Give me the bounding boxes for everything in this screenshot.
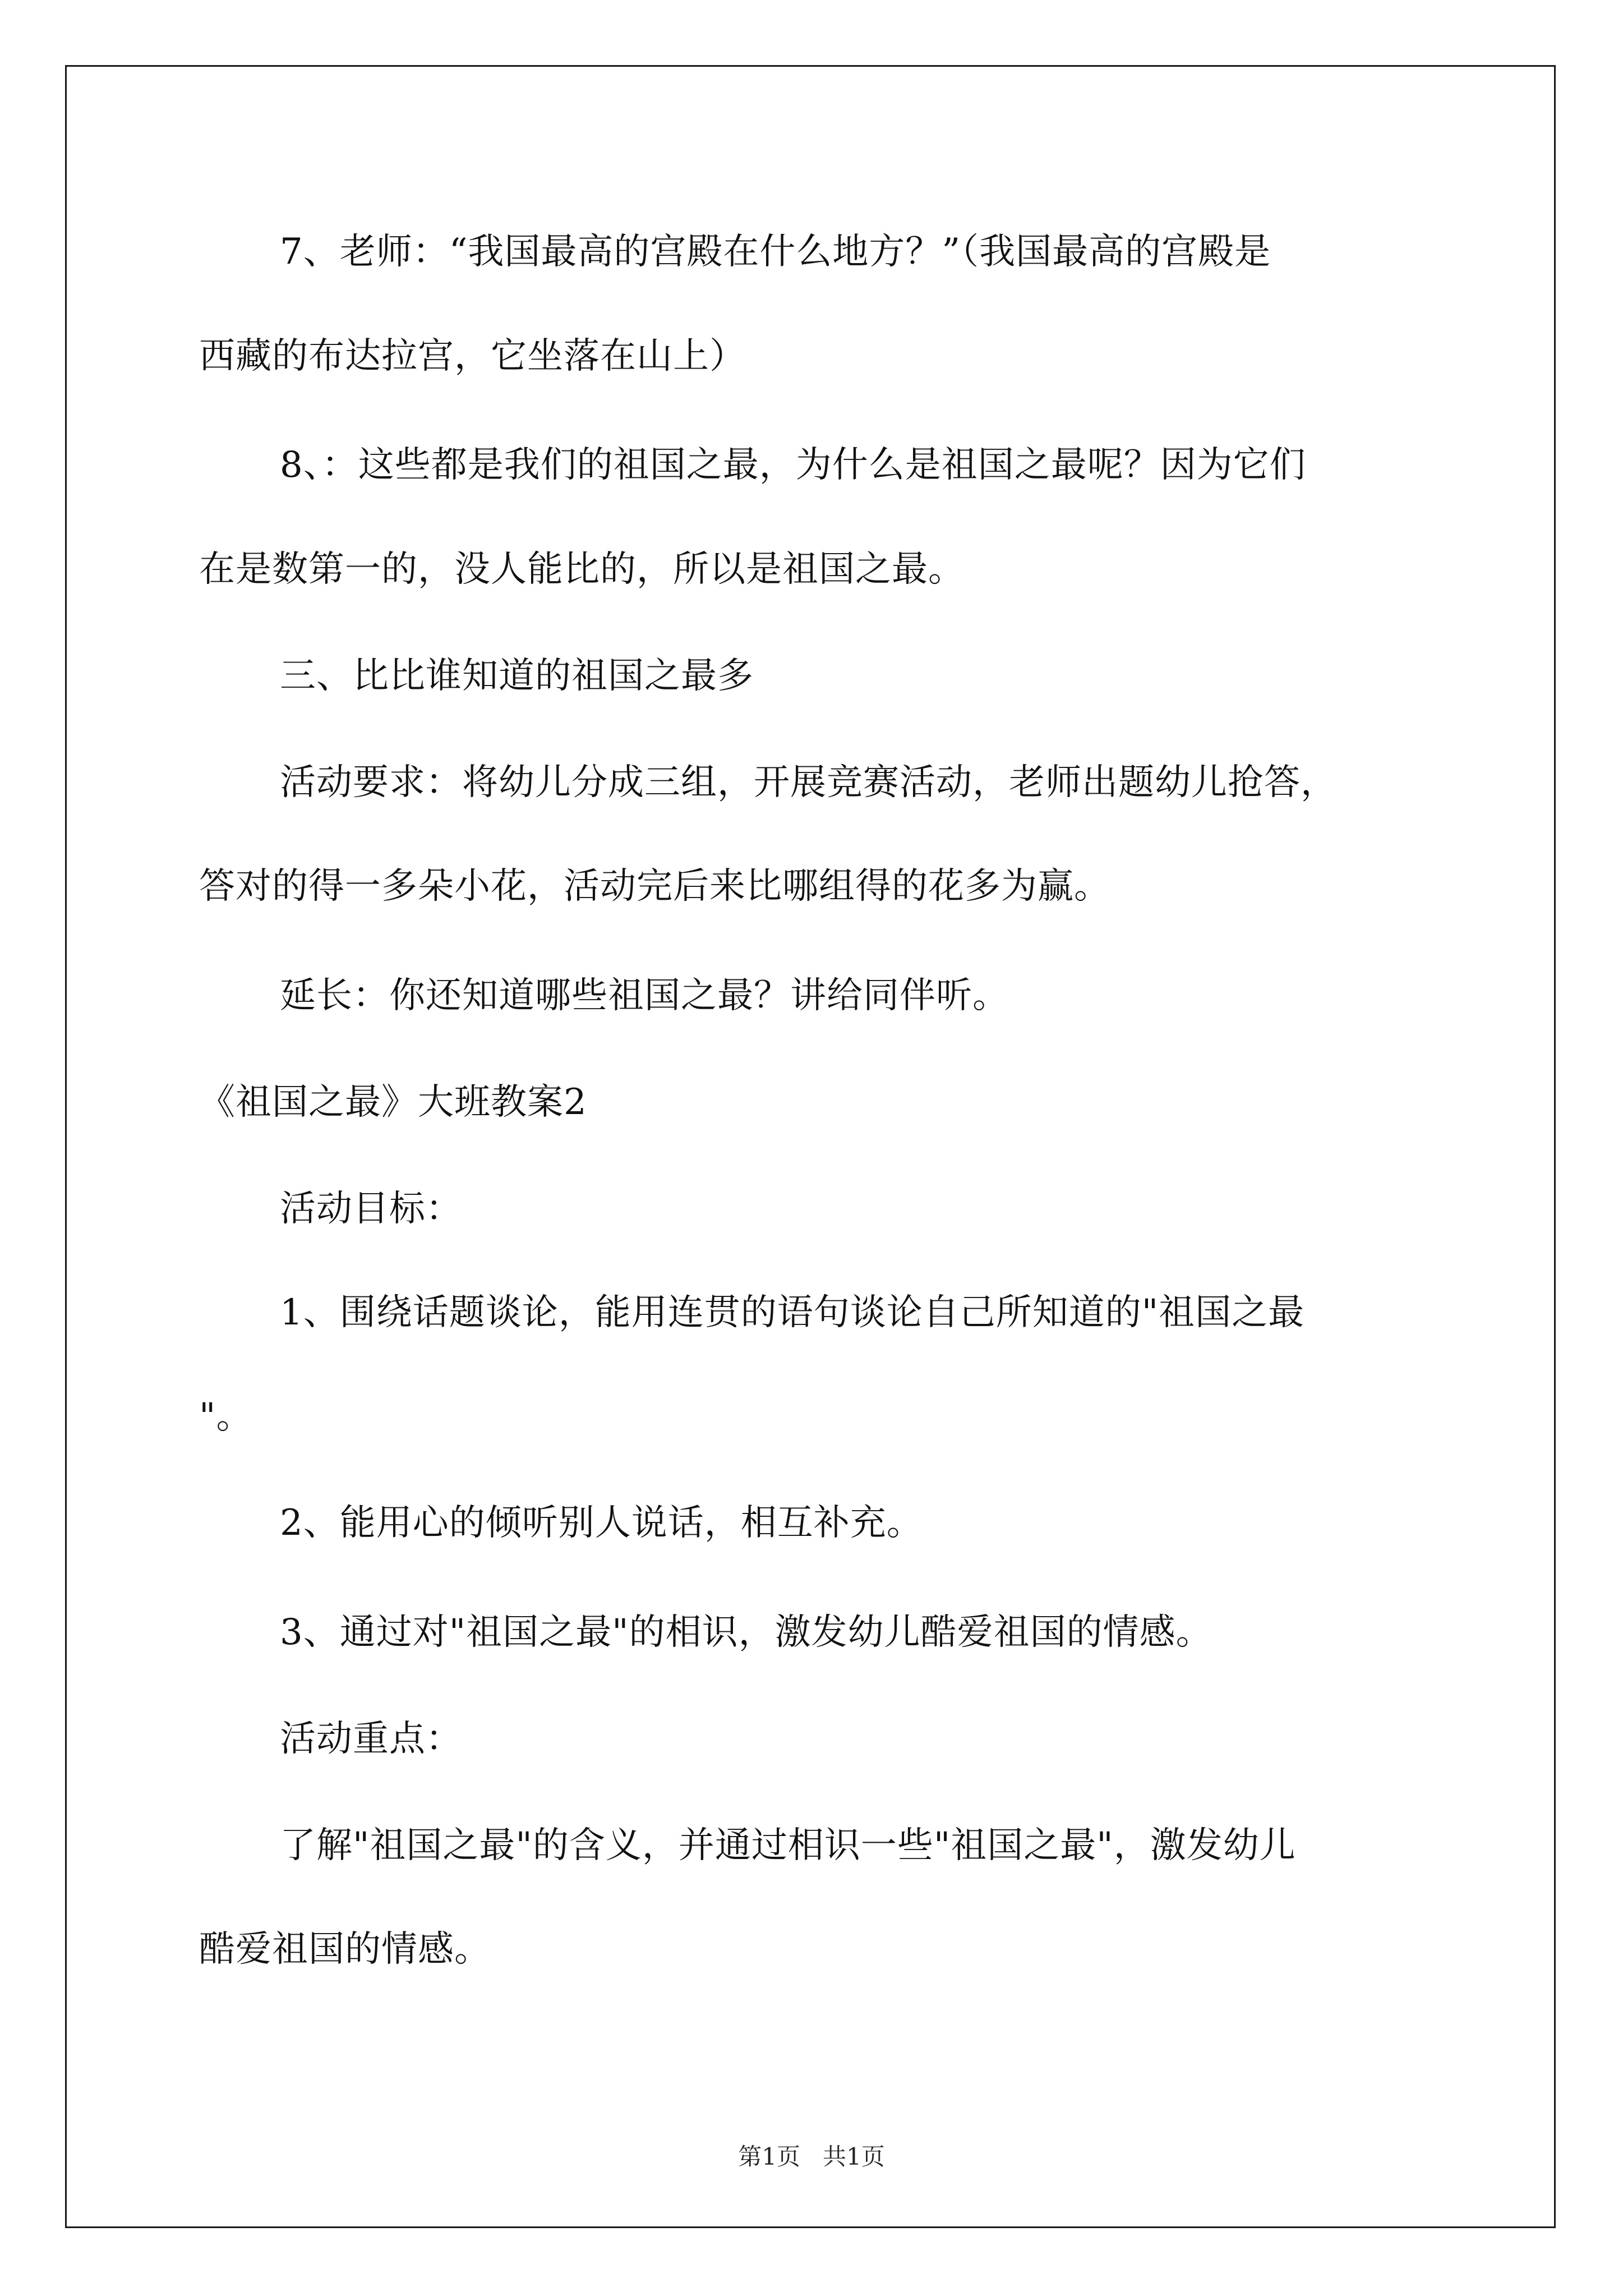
text-line: 1、围绕话题谈论，能用连贯的语句谈论自己所知道的"祖国之最 xyxy=(280,1292,1305,1333)
page-border xyxy=(65,65,1556,2228)
text-line: 延长：你还知道哪些祖国之最？讲给同伴听。 xyxy=(280,975,1009,1016)
text-line: "。 xyxy=(199,1396,253,1437)
section-heading: 活动重点： xyxy=(280,1718,462,1760)
section-heading: 三、比比谁知道的祖国之最多 xyxy=(280,655,754,697)
text-line: 西藏的布达拉宫，它坐落在山上） xyxy=(199,335,746,377)
page-number: 第1页 xyxy=(738,2143,800,2170)
text-line: 答对的得一多朵小花，活动完后来比哪组得的花多为赢。 xyxy=(199,866,1110,907)
text-line: 8、：这些都是我们的祖国之最，为什么是祖国之最呢？因为它们 xyxy=(280,444,1306,486)
text-line: 3、通过对"祖国之最"的相识，激发幼儿酷爱祖国的情感。 xyxy=(280,1612,1212,1653)
section-heading: 活动目标： xyxy=(280,1188,462,1230)
page-footer xyxy=(0,2140,1623,2174)
text-line: 在是数第一的，没人能比的，所以是祖国之最。 xyxy=(199,549,965,590)
text-line: 7、老师：“我国最高的宫殿在什么地方？”（我国最高的宫殿是 xyxy=(280,231,1271,273)
text-line: 了解"祖国之最"的含义，并通过相识一些"祖国之最"，激发幼儿 xyxy=(280,1825,1296,1866)
text-line: 酷爱祖国的情感。 xyxy=(199,1929,491,1970)
document-title: 《祖国之最》大班教案2 xyxy=(199,1082,587,1123)
text-line: 活动要求：将幼儿分成三组，开展竞赛活动，老师出题幼儿抢答， xyxy=(280,762,1337,803)
text-line: 2、能用心的倾听别人说话，相互补充。 xyxy=(280,1502,923,1544)
page-total: 共1页 xyxy=(823,2143,885,2170)
